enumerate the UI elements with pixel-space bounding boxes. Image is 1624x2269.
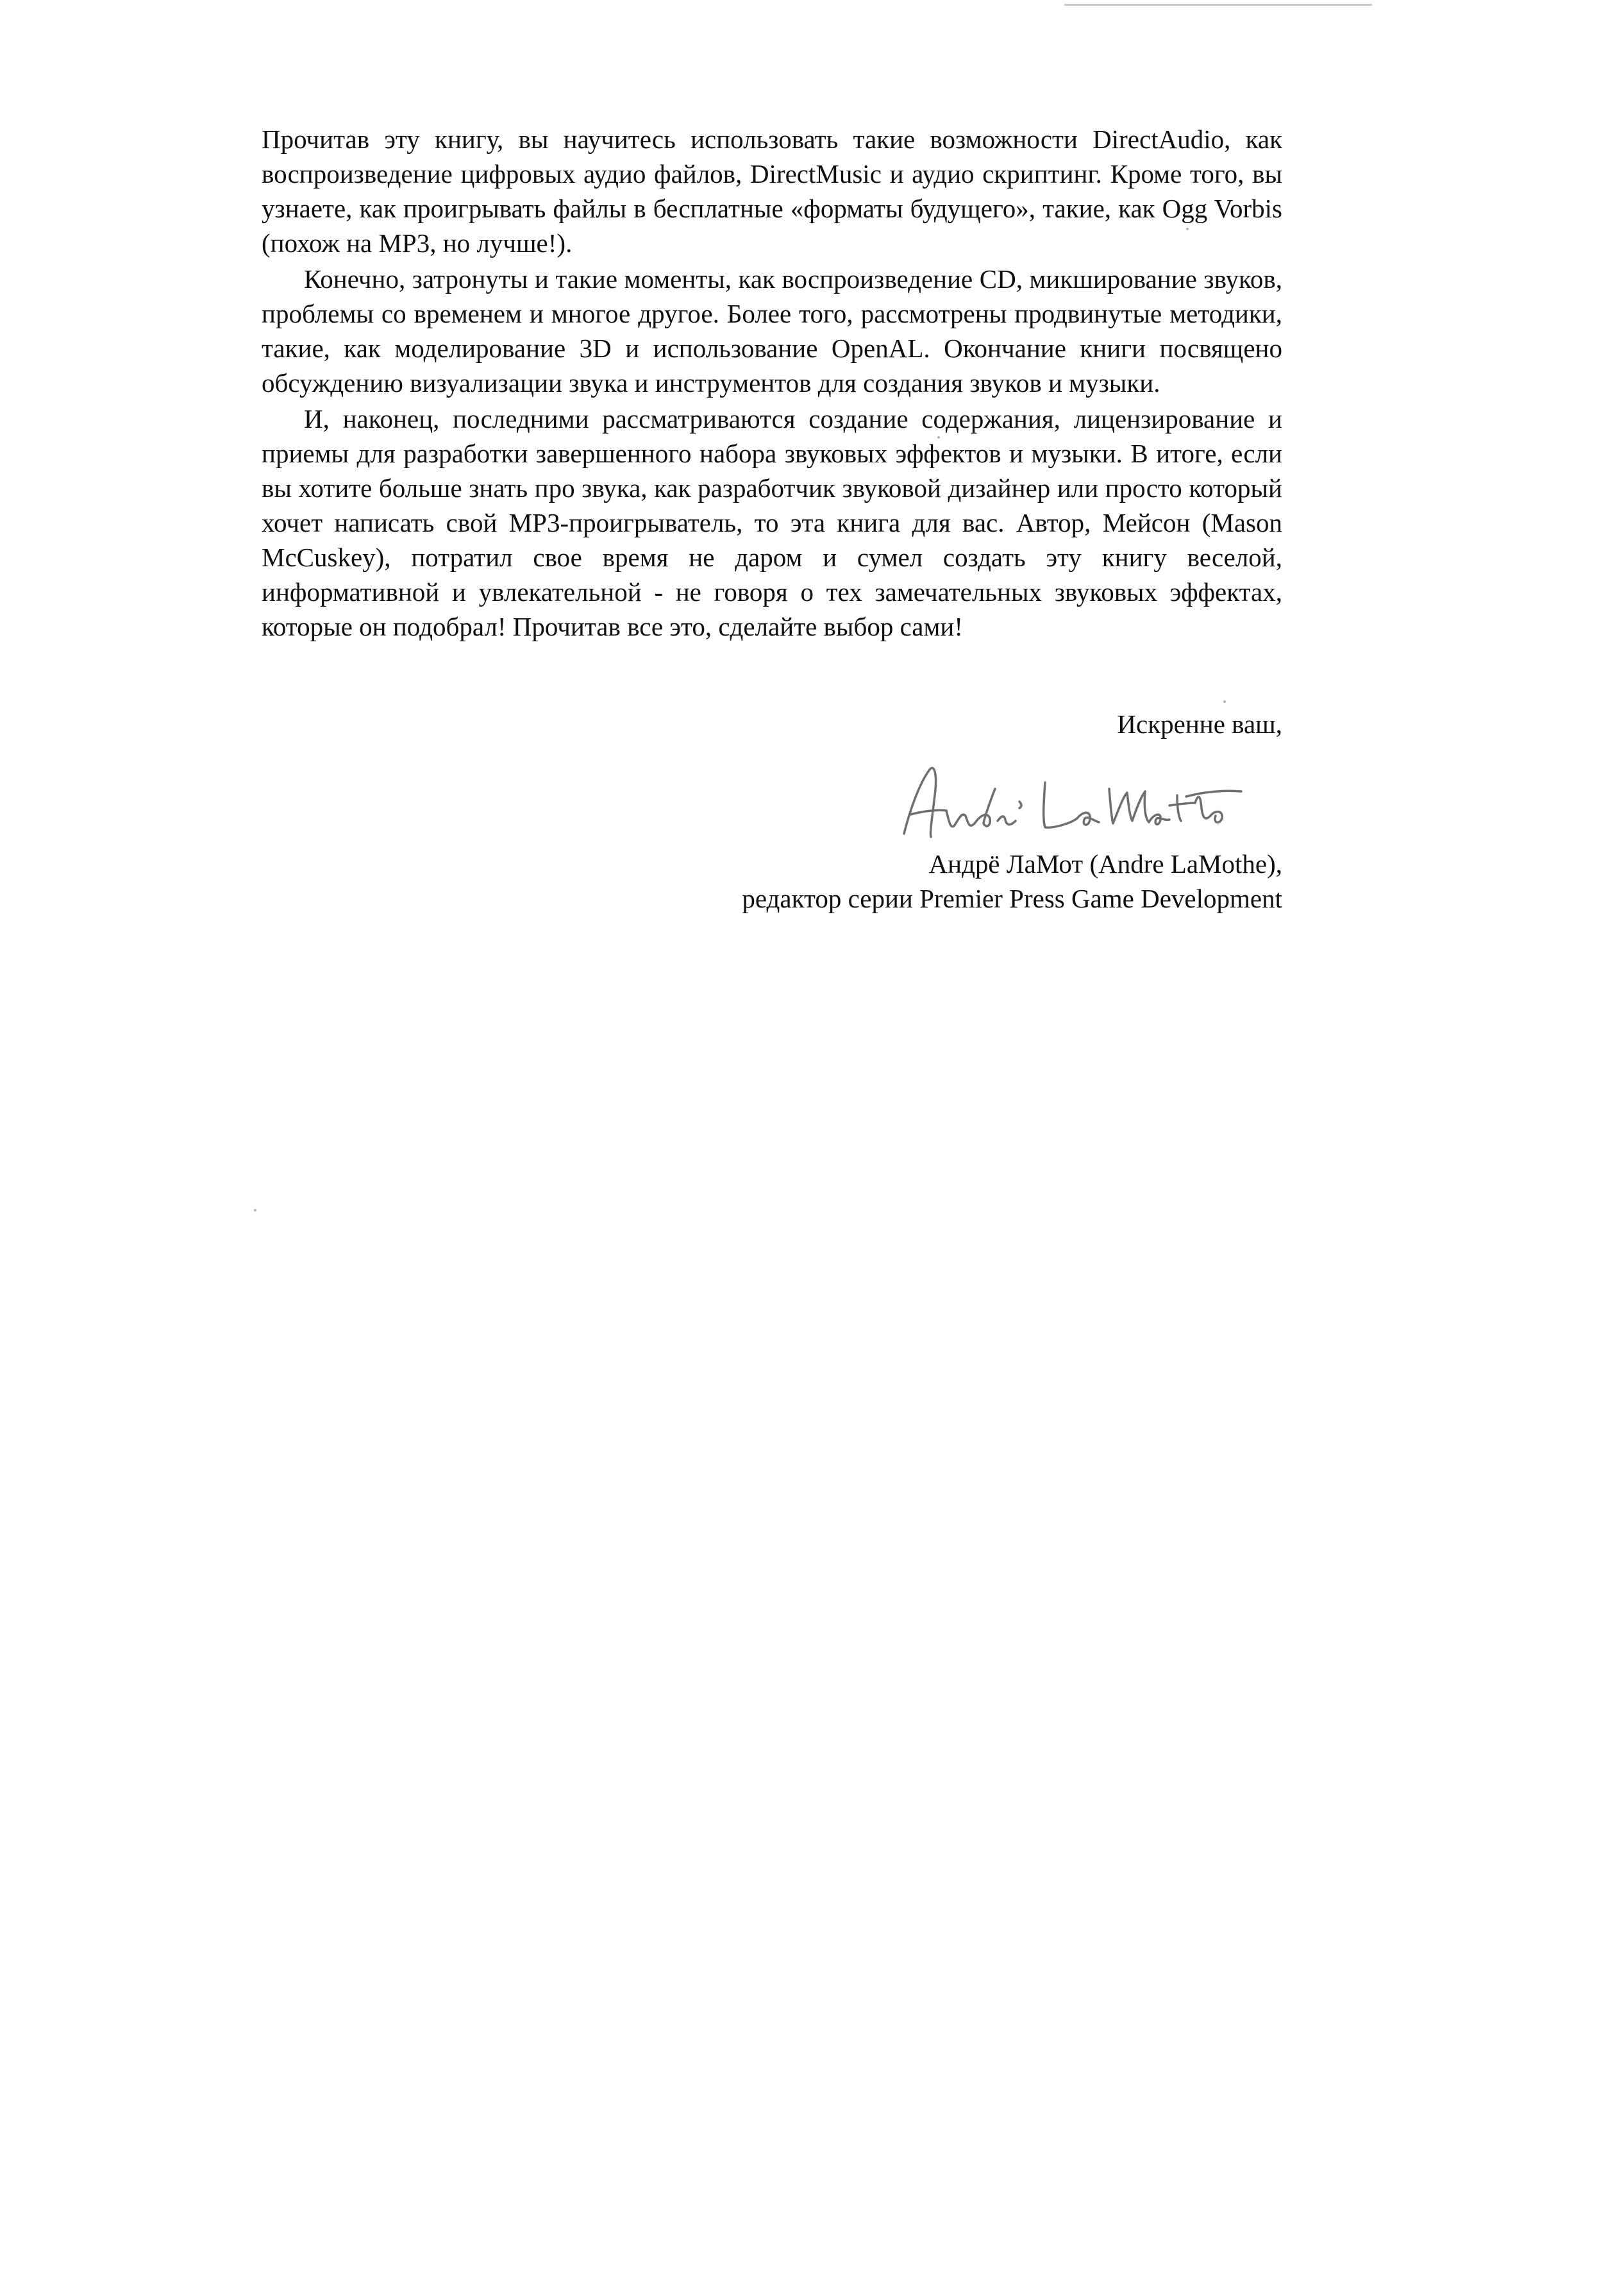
paragraph-2: Конечно, затронуты и такие моменты, как воспроизведение CD, микширование звуков, проблемы со временем и многое другое. Более того, рассмотрены продвинутые методики, такие, как моделирование 3D и использование OpenAL. Окончание книги посвящено обсуждению визуализации звука и инструментов для создания звуков и музыки.	[262, 264, 1282, 398]
page-edge-line	[1064, 4, 1372, 6]
paragraph-1: Прочитав эту книгу, вы научитесь использовать такие возможности DirectAudio, как воспроизведение цифровых аудио файлов, DirectMusic и аудио скриптинг. Кроме того, вы узнаете, как проигрывать файлы в бесплатные «форматы будущего», такие, как Ogg Vorbis (похож на MP3, но лучше!).	[262, 124, 1282, 258]
signature-title: редактор серии Premier Press Game Development	[742, 884, 1282, 913]
scan-speck	[1186, 228, 1189, 230]
paragraph-3: И, наконец, последними рассматриваются создание содержания, лицензирование и приемы для разработки завершенного набора звуковых эффектов и музыки. В итоге, если вы хотите больше знать про звука, как разработчик звуковой дизайнер или просто который хочет написать свой MP3-проигрыватель, то эта книга для вас. Автор, Мейсон (Mason McCuskey), потратил свое время не даром и сумел создать эту книгу веселой, информативной и увлекательной - не говоря о тех замечательных звуковых эффектах, которые он подобрал! Прочитав все это, сделайте выбор сами!	[262, 404, 1282, 641]
scan-speck	[254, 1209, 256, 1211]
foreword-body	[262, 122, 1282, 645]
closing-line: Искренне ваш,	[1117, 709, 1282, 739]
handwritten-signature	[885, 757, 1244, 853]
scan-speck	[937, 436, 940, 439]
signature-name: Андрё ЛаМот (Andre LaMothe),	[928, 849, 1282, 879]
scan-speck	[1223, 700, 1226, 703]
